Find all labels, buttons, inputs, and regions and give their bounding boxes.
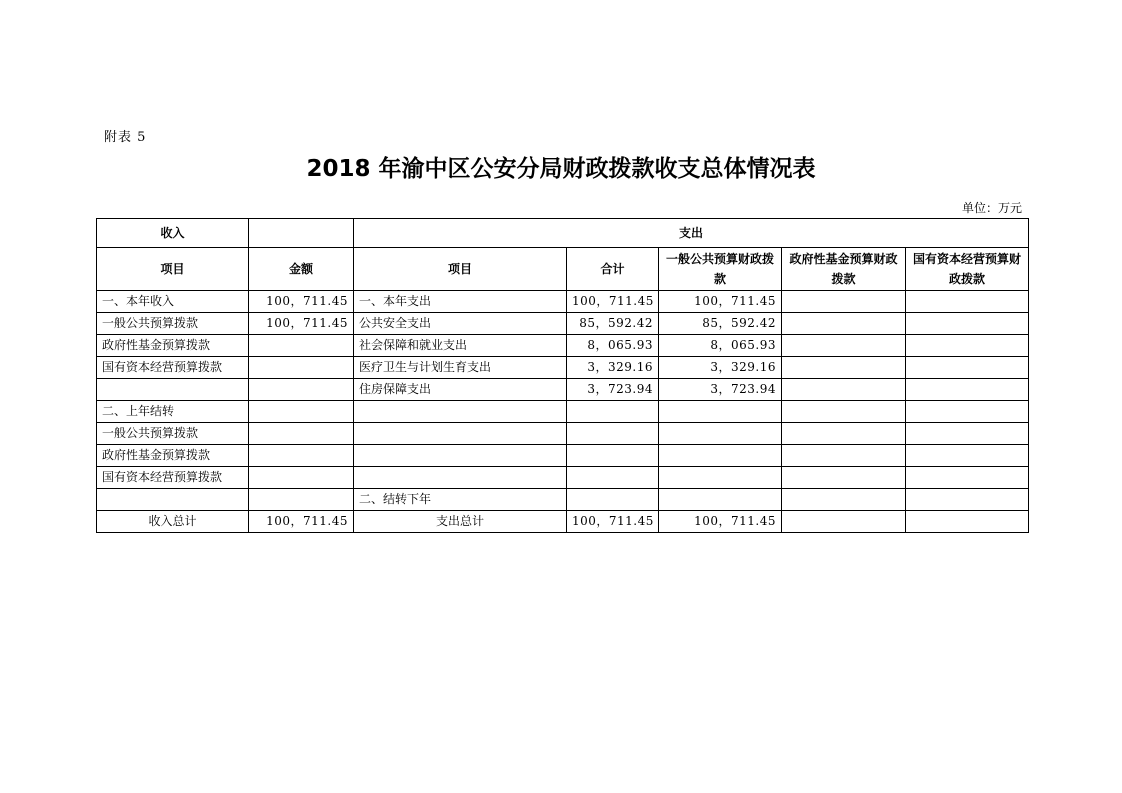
income-item-cell [97, 489, 249, 511]
expense-item-cell: 一、本年支出 [354, 291, 567, 313]
general-public-cell: 3，329.16 [659, 357, 782, 379]
general-public-cell [659, 467, 782, 489]
expense-item-cell [354, 423, 567, 445]
total-cell: 3，329.16 [567, 357, 659, 379]
income-item-header: 项目 [97, 248, 249, 291]
totals-row [97, 511, 1029, 533]
general-public-header: 一般公共预算财政拨款 [659, 248, 782, 291]
income-amount-cell [249, 335, 354, 357]
gov-fund-cell [782, 489, 906, 511]
income-amount-header: 金额 [249, 248, 354, 291]
attachment-label: 附表 5 [104, 130, 147, 145]
unit-label: 单位：万元 [961, 201, 1022, 215]
total-cell [567, 401, 659, 423]
table-row [97, 489, 1029, 511]
state-capital-cell [906, 467, 1029, 489]
gov-fund-cell [782, 467, 906, 489]
state-capital-cell [906, 379, 1029, 401]
income-item-cell: 一、本年收入 [97, 291, 249, 313]
gov-fund-total-cell [782, 511, 906, 533]
total-cell [567, 423, 659, 445]
state-capital-header: 国有资本经营预算财政拨款 [906, 248, 1029, 291]
table-row [97, 335, 1029, 357]
income-amount-cell [249, 445, 354, 467]
expense-header: 支出 [354, 219, 1029, 248]
table-row [97, 313, 1029, 335]
table-row [97, 291, 1029, 313]
general-public-cell [659, 445, 782, 467]
table-row [97, 423, 1029, 445]
state-capital-cell [906, 313, 1029, 335]
income-amount-cell [249, 467, 354, 489]
state-capital-cell [906, 291, 1029, 313]
table-row [97, 401, 1029, 423]
gov-fund-cell [782, 379, 906, 401]
general-public-cell [659, 401, 782, 423]
gov-fund-cell [782, 445, 906, 467]
table-row [97, 445, 1029, 467]
total-cell: 85，592.42 [567, 313, 659, 335]
header-row-2 [97, 248, 1029, 291]
finance-table [96, 218, 1029, 533]
income-amount-cell [249, 357, 354, 379]
total-cell: 8，065.93 [567, 335, 659, 357]
income-item-cell [97, 379, 249, 401]
total-cell [567, 445, 659, 467]
general-public-cell: 8，065.93 [659, 335, 782, 357]
income-amount-cell [249, 401, 354, 423]
general-public-cell: 3，723.94 [659, 379, 782, 401]
state-capital-cell [906, 445, 1029, 467]
gov-fund-cell [782, 423, 906, 445]
total-cell: 3，723.94 [567, 379, 659, 401]
expense-item-cell [354, 401, 567, 423]
income-item-cell: 一般公共预算拨款 [97, 423, 249, 445]
table-row [97, 357, 1029, 379]
expense-item-cell: 社会保障和就业支出 [354, 335, 567, 357]
income-item-cell: 政府性基金预算拨款 [97, 445, 249, 467]
expense-item-cell: 医疗卫生与计划生育支出 [354, 357, 567, 379]
gov-fund-cell [782, 401, 906, 423]
income-item-cell: 一般公共预算拨款 [97, 313, 249, 335]
total-cell [567, 467, 659, 489]
income-item-cell: 国有资本经营预算拨款 [97, 467, 249, 489]
gov-fund-cell [782, 335, 906, 357]
income-amount-cell [249, 379, 354, 401]
income-header: 收入 [97, 219, 249, 248]
state-capital-cell [906, 401, 1029, 423]
income-item-cell: 国有资本经营预算拨款 [97, 357, 249, 379]
expense-total-label: 支出总计 [354, 511, 567, 533]
blank-header-cell [249, 219, 354, 248]
expense-item-cell: 公共安全支出 [354, 313, 567, 335]
state-capital-total-cell [906, 511, 1029, 533]
gov-fund-header: 政府性基金预算财政拨款 [782, 248, 906, 291]
income-item-cell: 二、上年结转 [97, 401, 249, 423]
income-total-label: 收入总计 [97, 511, 249, 533]
total-cell: 100，711.45 [567, 291, 659, 313]
total-cell [567, 489, 659, 511]
general-public-cell [659, 489, 782, 511]
expense-item-cell: 二、结转下年 [354, 489, 567, 511]
total-header: 合计 [567, 248, 659, 291]
state-capital-cell [906, 335, 1029, 357]
gov-fund-cell [782, 313, 906, 335]
general-public-cell: 85，592.42 [659, 313, 782, 335]
state-capital-cell [906, 357, 1029, 379]
expense-item-header: 项目 [354, 248, 567, 291]
income-amount-cell [249, 489, 354, 511]
general-public-cell: 100，711.45 [659, 291, 782, 313]
expense-item-cell [354, 467, 567, 489]
table-row [97, 379, 1029, 401]
header-row-1 [97, 219, 1029, 248]
general-public-total-cell: 100，711.45 [659, 511, 782, 533]
state-capital-cell [906, 489, 1029, 511]
income-total-amount: 100，711.45 [249, 511, 354, 533]
expense-item-cell [354, 445, 567, 467]
income-item-cell: 政府性基金预算拨款 [97, 335, 249, 357]
table-row [97, 467, 1029, 489]
income-amount-cell [249, 423, 354, 445]
gov-fund-cell [782, 357, 906, 379]
page-title: 2018 年渝中区公安分局财政拨款收支总体情况表 [306, 156, 816, 182]
expense-total-cell: 100，711.45 [567, 511, 659, 533]
general-public-cell [659, 423, 782, 445]
state-capital-cell [906, 423, 1029, 445]
expense-item-cell: 住房保障支出 [354, 379, 567, 401]
income-amount-cell: 100，711.45 [249, 291, 354, 313]
income-amount-cell: 100，711.45 [249, 313, 354, 335]
gov-fund-cell [782, 291, 906, 313]
